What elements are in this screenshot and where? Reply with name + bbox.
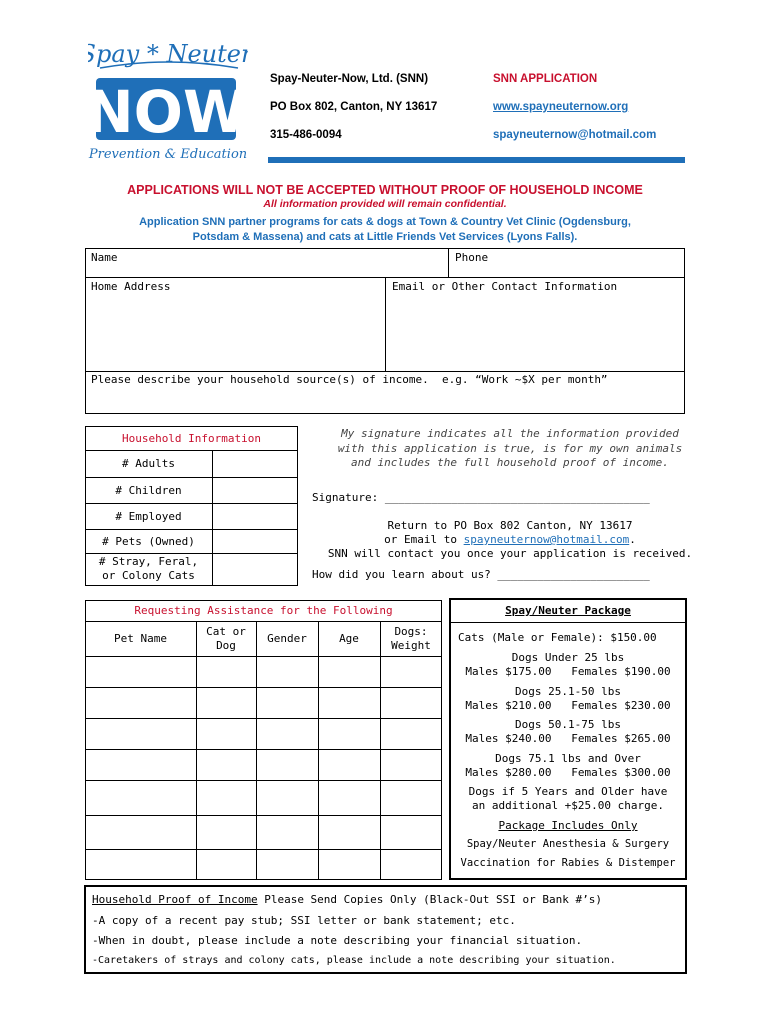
logo-tagline: Prevention & Education bbox=[88, 147, 248, 162]
includes-title: Package Includes Only bbox=[498, 819, 638, 832]
pet-row[interactable] bbox=[86, 657, 441, 686]
col-cat-or-dog: Cat or Dog bbox=[206, 625, 246, 652]
org-phone: 315-486-0094 bbox=[270, 129, 342, 141]
includes-vaccination: Vaccination for Rabies & Distemper bbox=[460, 857, 676, 869]
logo-graphic bbox=[88, 34, 248, 164]
children-input[interactable] bbox=[214, 479, 296, 502]
proof-heading bbox=[92, 893, 602, 906]
household-children: # Children bbox=[115, 484, 182, 497]
proof-line-2: -When in doubt, please include a note describing your financial situation. bbox=[92, 934, 583, 947]
tier-heading: Dogs 75.1 lbs and Over bbox=[495, 752, 641, 765]
return-email-prefix: or Email to bbox=[384, 533, 464, 546]
tier-heading: Dogs 50.1-75 lbs bbox=[515, 718, 621, 731]
org-address: PO Box 802, Canton, NY 13617 bbox=[270, 101, 438, 113]
strays-input[interactable] bbox=[214, 555, 296, 584]
signature-statement-3: and includes the full household proof of income. bbox=[351, 456, 669, 469]
partner-line-1: Application SNN partner programs for cats & dogs at Town & Country Vet Clinic (Ogdensburg, bbox=[139, 216, 631, 228]
pets-input[interactable] bbox=[214, 531, 296, 552]
household-strays: # Stray, Feral, or Colony Cats bbox=[98, 555, 199, 582]
income-source-field[interactable]: Please describe your household source(s) of income. e.g. “Work ~$X per month” bbox=[91, 373, 608, 386]
package-title: Spay/Neuter Package bbox=[505, 604, 631, 617]
website-link[interactable]: www.spayneuternow.org bbox=[493, 101, 629, 113]
assistance-title: Requesting Assistance for the Following bbox=[134, 604, 393, 617]
org-name: Spay-Neuter-Now, Ltd. (SNN) bbox=[270, 73, 429, 85]
pet-row[interactable] bbox=[86, 688, 441, 717]
adults-input[interactable] bbox=[214, 452, 296, 476]
name-field[interactable]: Name bbox=[91, 251, 118, 264]
tier-prices: Males $240.00 Females $265.00 bbox=[465, 732, 671, 745]
income-warning: APPLICATIONS WILL NOT BE ACCEPTED WITHOUT PROOF OF HOUSEHOLD INCOME bbox=[127, 183, 643, 197]
col-dog-weight: Dogs: Weight bbox=[391, 625, 431, 652]
senior-surcharge-2: an additional +$25.00 charge. bbox=[471, 799, 665, 812]
proof-line-3: -Caretakers of strays and colony cats, please include a note describing your situation. bbox=[92, 955, 616, 966]
pet-row[interactable] bbox=[86, 850, 441, 879]
return-email-link[interactable]: spayneuternow@hotmail.com bbox=[463, 533, 630, 546]
contact-note: SNN will contact you once your application is received. bbox=[327, 547, 693, 560]
logo-top-text: Spay * Neuter bbox=[88, 40, 248, 68]
household-adults: # Adults bbox=[122, 457, 175, 470]
package-cats: Cats (Male or Female): $150.00 bbox=[458, 631, 657, 644]
home-address-field[interactable]: Home Address bbox=[91, 280, 171, 293]
email-link[interactable]: spayneuternow@hotmail.com bbox=[493, 129, 657, 141]
signature-statement-2: with this application is true, is for my own animals bbox=[337, 442, 683, 455]
proof-title-rest: Please Send Copies Only (Black-Out SSI or Bank #’s) bbox=[257, 893, 602, 906]
pet-row[interactable] bbox=[86, 750, 441, 779]
pet-row[interactable] bbox=[86, 816, 441, 848]
partner-line-2: Potsdam & Massena) and cats at Little Friends Vet Services (Lyons Falls). bbox=[192, 231, 578, 243]
signature-field[interactable]: Signature: ________________________________________ bbox=[312, 491, 650, 504]
household-title: Household Information bbox=[121, 432, 262, 445]
employed-input[interactable] bbox=[214, 505, 296, 528]
phone-field[interactable]: Phone bbox=[455, 251, 489, 264]
col-age: Age bbox=[339, 632, 359, 645]
includes-surgery: Spay/Neuter Anesthesia & Surgery bbox=[466, 838, 670, 850]
learn-about-field[interactable]: How did you learn about us? _______________________ bbox=[312, 568, 650, 581]
signature-statement-1: My signature indicates all the information provided bbox=[341, 427, 679, 440]
app-title: SNN APPLICATION bbox=[493, 73, 598, 85]
tier-prices: Males $280.00 Females $300.00 bbox=[465, 766, 671, 779]
confidential-note: All information provided will remain confidential. bbox=[263, 198, 507, 210]
pet-row[interactable] bbox=[86, 781, 441, 814]
household-employed: # Employed bbox=[115, 510, 182, 523]
tier-prices: Males $175.00 Females $190.00 bbox=[465, 665, 671, 678]
col-pet-name: Pet Name bbox=[114, 632, 167, 645]
return-address: Return to PO Box 802 Canton, NY 13617 bbox=[387, 519, 633, 532]
tier-prices: Males $210.00 Females $230.00 bbox=[465, 699, 671, 712]
pet-row[interactable] bbox=[86, 719, 441, 748]
return-email-line bbox=[300, 533, 720, 546]
email-contact-field[interactable]: Email or Other Contact Information bbox=[392, 280, 618, 293]
household-pets: # Pets (Owned) bbox=[102, 535, 195, 548]
logo bbox=[88, 34, 248, 164]
proof-title: Household Proof of Income bbox=[92, 893, 258, 906]
proof-line-1: -A copy of a recent pay stub; SSI letter or bank statement; etc. bbox=[92, 914, 516, 927]
logo-big-text: NOW bbox=[88, 78, 247, 146]
tier-heading: Dogs 25.1-50 lbs bbox=[515, 685, 621, 698]
col-gender: Gender bbox=[267, 632, 307, 645]
return-email-suffix: . bbox=[629, 533, 636, 546]
tier-heading: Dogs Under 25 lbs bbox=[511, 651, 625, 664]
header-rule bbox=[268, 157, 685, 163]
senior-surcharge-1: Dogs if 5 Years and Older have bbox=[468, 785, 668, 798]
